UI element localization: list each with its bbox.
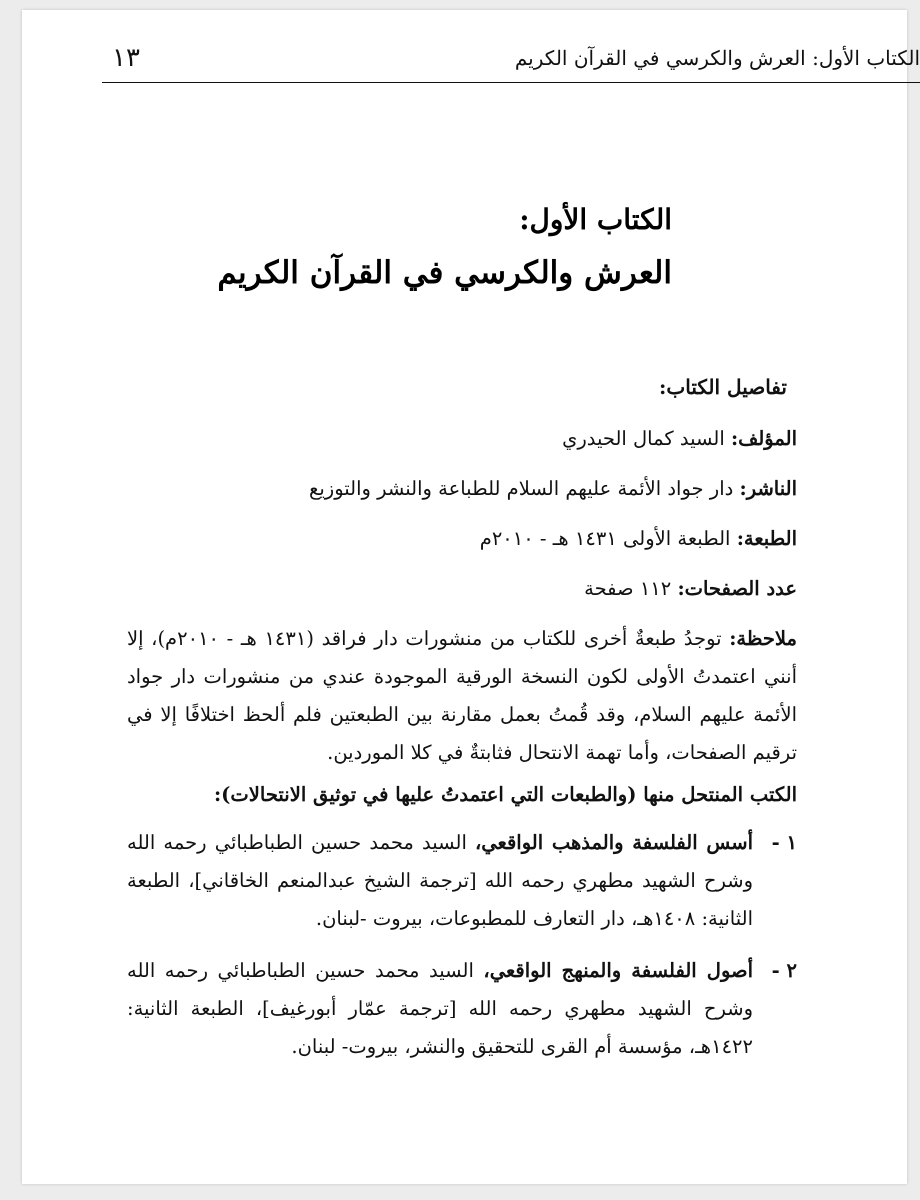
author-value: السيد كمال الحيدري — [562, 427, 725, 450]
pages-value: ١١٢ صفحة — [584, 577, 672, 600]
page-number: ١٣ — [112, 43, 140, 73]
author-line — [127, 420, 797, 458]
note-label: ملاحظة: — [729, 627, 797, 650]
pages-label: عدد الصفحات: — [677, 577, 797, 600]
edition-label: الطبعة: — [736, 527, 797, 550]
book-text: السيد محمد حسين الطباطبائي رحمه الله وشرح الشهيد مطهري رحمه الله [ترجمة الشيخ عبدالمنعم الخاقاني]، الطبعة الثانية: ١٤٠٨هـ، دار التعارف للمطبوعات، بيروت -لبنان. — [127, 831, 753, 930]
publisher-label: الناشر: — [739, 477, 797, 500]
book-text: السيد محمد حسين الطباطبائي رحمه الله وشرح الشهيد مطهري رحمه الله [ترجمة عمّار أبورغيف]، الطبعة الثانية: ١٤٢٢هـ، مؤسسة أم القرى للتحقيق والنشر، بيروت- لبنان. — [127, 959, 753, 1058]
running-title: الكتاب الأول: العرش والكرسي في القرآن الكريم — [514, 46, 920, 70]
publisher-value: دار جواد الأئمة عليهم السلام للطباعة والنشر والتوزيع — [308, 477, 734, 500]
edition-line — [127, 520, 797, 558]
book-item — [127, 952, 797, 1066]
book-entry — [127, 824, 753, 938]
running-header — [112, 38, 920, 78]
book-entry — [127, 952, 753, 1066]
book-number: ١ - — [771, 831, 797, 854]
note-text: توجدُ طبعةٌ أخرى للكتاب من منشورات دار فراقد (١٤٣١ هـ - ٢٠١٠م)، إلا أنني اعتمدتُ الأولى لكون النسخة الورقية الموجودة عندي من منشورات دار جواد الأئمة عليهم السلام، وقد قُمتُ بعمل مقارنة بين الطبعتين فلم ألحظ اختلافًا إلا في ترقيم الصفحات، وأما تهمة الانتحال فثابتةٌ في كلا الموردين. — [127, 627, 797, 764]
pages-line — [127, 570, 797, 608]
author-label: المؤلف: — [730, 427, 797, 450]
page-body — [127, 368, 797, 1080]
book-title: أسس الفلسفة والمذهب الواقعي، — [475, 831, 753, 854]
book-number: ٢ - — [771, 959, 797, 982]
book-item — [127, 824, 797, 938]
book-page — [22, 10, 920, 1184]
title-line-1: الكتاب الأول: — [519, 203, 672, 236]
chapter-title — [152, 200, 672, 296]
edition-value: الطبعة الأولى ١٤٣١ هـ - ٢٠١٠م — [479, 527, 731, 550]
title-line-2: العرش والكرسي في القرآن الكريم — [217, 255, 672, 291]
book-title: أصول الفلسفة والمنهج الواقعي، — [483, 959, 754, 982]
details-heading: تفاصيل الكتاب: — [659, 375, 787, 399]
note-paragraph — [127, 620, 797, 772]
books-heading: الكتب المنتحل منها (والطبعات التي اعتمدتُ عليها في توثيق الانتحالات): — [213, 783, 797, 806]
publisher-line — [127, 470, 797, 508]
header-divider — [102, 82, 920, 83]
